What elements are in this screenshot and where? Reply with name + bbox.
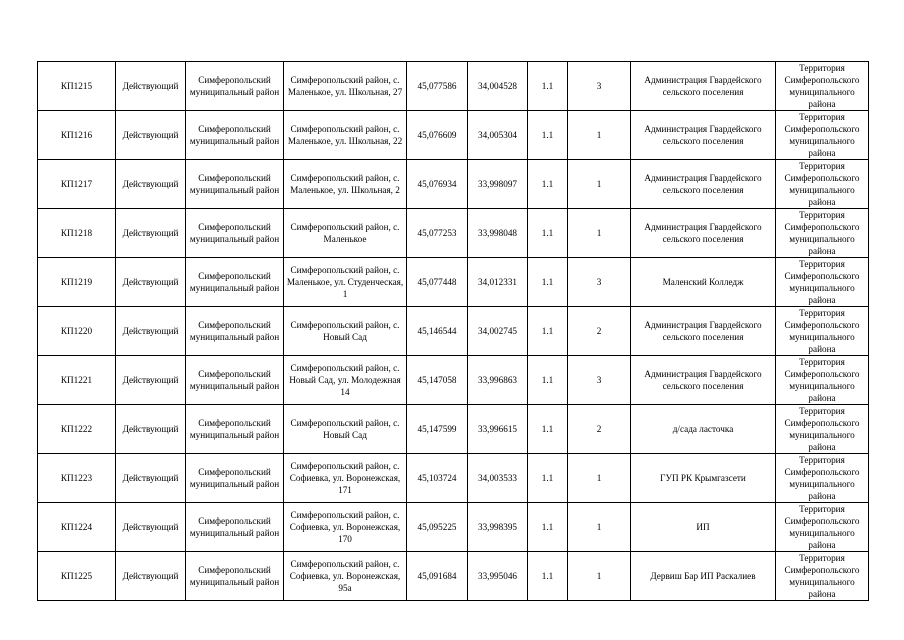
territory-cell: Территория Симферопольского муниципального района xyxy=(776,356,869,405)
table-row xyxy=(38,552,869,601)
address-cell: Симферопольский район, с. Софиевка, ул. Воронежская, 171 xyxy=(284,454,407,503)
address-cell: Симферопольский район, с. Новый Сад, ул. Молодежная 14 xyxy=(284,356,407,405)
container-count-cell: 1 xyxy=(568,503,631,552)
longitude-cell: 34,012331 xyxy=(468,258,528,307)
container-type-cell: 1.1 xyxy=(528,405,568,454)
site-id-cell: КП1222 xyxy=(38,405,116,454)
table-row xyxy=(38,307,869,356)
table-row xyxy=(38,160,869,209)
status-cell: Действующий xyxy=(116,160,186,209)
status-cell: Действующий xyxy=(116,405,186,454)
owner-cell: Администрация Гвардейского сельского поселения xyxy=(631,356,776,405)
owner-cell: Администрация Гвардейского сельского поселения xyxy=(631,209,776,258)
longitude-cell: 33,996863 xyxy=(468,356,528,405)
status-cell: Действующий xyxy=(116,62,186,111)
address-cell: Симферопольский район, с. Софиевка, ул. Воронежская, 95а xyxy=(284,552,407,601)
container-count-cell: 1 xyxy=(568,454,631,503)
address-cell: Симферопольский район, с. Новый Сад xyxy=(284,405,407,454)
latitude-cell: 45,103724 xyxy=(407,454,468,503)
container-type-cell: 1.1 xyxy=(528,503,568,552)
owner-cell: ИП xyxy=(631,503,776,552)
district-cell: Симферопольский муниципальный район xyxy=(186,160,284,209)
district-cell: Симферопольский муниципальный район xyxy=(186,62,284,111)
site-id-cell: КП1218 xyxy=(38,209,116,258)
table-row xyxy=(38,503,869,552)
latitude-cell: 45,076609 xyxy=(407,111,468,160)
status-cell: Действующий xyxy=(116,307,186,356)
latitude-cell: 45,091684 xyxy=(407,552,468,601)
container-count-cell: 3 xyxy=(568,258,631,307)
table-row xyxy=(38,209,869,258)
container-type-cell: 1.1 xyxy=(528,160,568,209)
district-cell: Симферопольский муниципальный район xyxy=(186,552,284,601)
longitude-cell: 33,996615 xyxy=(468,405,528,454)
owner-cell: Маленский Колледж xyxy=(631,258,776,307)
district-cell: Симферопольский муниципальный район xyxy=(186,356,284,405)
owner-cell: Администрация Гвардейского сельского поселения xyxy=(631,160,776,209)
table-row xyxy=(38,356,869,405)
district-cell: Симферопольский муниципальный район xyxy=(186,454,284,503)
latitude-cell: 45,147599 xyxy=(407,405,468,454)
latitude-cell: 45,147058 xyxy=(407,356,468,405)
status-cell: Действующий xyxy=(116,503,186,552)
district-cell: Симферопольский муниципальный район xyxy=(186,111,284,160)
site-id-cell: КП1225 xyxy=(38,552,116,601)
owner-cell: Администрация Гвардейского сельского поселения xyxy=(631,307,776,356)
owner-cell: Администрация Гвардейского сельского поселения xyxy=(631,111,776,160)
territory-cell: Территория Симферопольского муниципального района xyxy=(776,503,869,552)
container-type-cell: 1.1 xyxy=(528,258,568,307)
address-cell: Симферопольский район, с. Маленькое, ул. Школьная, 22 xyxy=(284,111,407,160)
site-id-cell: КП1219 xyxy=(38,258,116,307)
container-type-cell: 1.1 xyxy=(528,209,568,258)
status-cell: Действующий xyxy=(116,552,186,601)
longitude-cell: 33,998048 xyxy=(468,209,528,258)
site-id-cell: КП1216 xyxy=(38,111,116,160)
territory-cell: Территория Симферопольского муниципального района xyxy=(776,111,869,160)
container-count-cell: 2 xyxy=(568,307,631,356)
latitude-cell: 45,077586 xyxy=(407,62,468,111)
address-cell: Симферопольский район, с. Новый Сад xyxy=(284,307,407,356)
address-cell: Симферопольский район, с. Маленькое, ул. Студенческая, 1 xyxy=(284,258,407,307)
status-cell: Действующий xyxy=(116,356,186,405)
container-type-cell: 1.1 xyxy=(528,111,568,160)
container-type-cell: 1.1 xyxy=(528,356,568,405)
table-row xyxy=(38,111,869,160)
latitude-cell: 45,146544 xyxy=(407,307,468,356)
container-type-cell: 1.1 xyxy=(528,552,568,601)
address-cell: Симферопольский район, с. Маленькое xyxy=(284,209,407,258)
status-cell: Действующий xyxy=(116,111,186,160)
owner-cell: Администрация Гвардейского сельского поселения xyxy=(631,62,776,111)
territory-cell: Территория Симферопольского муниципального района xyxy=(776,160,869,209)
container-count-cell: 3 xyxy=(568,356,631,405)
district-cell: Симферопольский муниципальный район xyxy=(186,503,284,552)
territory-cell: Территория Симферопольского муниципального района xyxy=(776,209,869,258)
territory-cell: Территория Симферопольского муниципального района xyxy=(776,454,869,503)
table-row xyxy=(38,62,869,111)
container-count-cell: 1 xyxy=(568,209,631,258)
territory-cell: Территория Симферопольского муниципального района xyxy=(776,405,869,454)
table-body xyxy=(38,62,869,601)
address-cell: Симферопольский район, с. Софиевка, ул. Воронежская, 170 xyxy=(284,503,407,552)
table-row xyxy=(38,258,869,307)
longitude-cell: 34,002745 xyxy=(468,307,528,356)
longitude-cell: 34,003533 xyxy=(468,454,528,503)
address-cell: Симферопольский район, с. Маленькое, ул. Школьная, 2 xyxy=(284,160,407,209)
territory-cell: Территория Симферопольского муниципального района xyxy=(776,62,869,111)
longitude-cell: 33,998097 xyxy=(468,160,528,209)
latitude-cell: 45,077253 xyxy=(407,209,468,258)
container-count-cell: 1 xyxy=(568,160,631,209)
container-type-cell: 1.1 xyxy=(528,307,568,356)
latitude-cell: 45,095225 xyxy=(407,503,468,552)
district-cell: Симферопольский муниципальный район xyxy=(186,307,284,356)
site-id-cell: КП1215 xyxy=(38,62,116,111)
site-id-cell: КП1224 xyxy=(38,503,116,552)
site-id-cell: КП1223 xyxy=(38,454,116,503)
container-type-cell: 1.1 xyxy=(528,62,568,111)
address-cell: Симферопольский район, с. Маленькое, ул. Школьная, 27 xyxy=(284,62,407,111)
territory-cell: Территория Симферопольского муниципального района xyxy=(776,307,869,356)
longitude-cell: 33,995046 xyxy=(468,552,528,601)
territory-cell: Территория Симферопольского муниципального района xyxy=(776,552,869,601)
table-row xyxy=(38,454,869,503)
container-count-cell: 1 xyxy=(568,552,631,601)
site-id-cell: КП1221 xyxy=(38,356,116,405)
site-id-cell: КП1220 xyxy=(38,307,116,356)
latitude-cell: 45,077448 xyxy=(407,258,468,307)
container-count-cell: 1 xyxy=(568,111,631,160)
longitude-cell: 34,005304 xyxy=(468,111,528,160)
owner-cell: д/сада ласточка xyxy=(631,405,776,454)
district-cell: Симферопольский муниципальный район xyxy=(186,258,284,307)
owner-cell: Дервиш Бар ИП Раскалиев xyxy=(631,552,776,601)
container-type-cell: 1.1 xyxy=(528,454,568,503)
latitude-cell: 45,076934 xyxy=(407,160,468,209)
container-count-cell: 2 xyxy=(568,405,631,454)
container-count-cell: 3 xyxy=(568,62,631,111)
status-cell: Действующий xyxy=(116,209,186,258)
status-cell: Действующий xyxy=(116,454,186,503)
container-site-registry-table xyxy=(37,61,869,601)
longitude-cell: 34,004528 xyxy=(468,62,528,111)
site-id-cell: КП1217 xyxy=(38,160,116,209)
table-row xyxy=(38,405,869,454)
longitude-cell: 33,998395 xyxy=(468,503,528,552)
district-cell: Симферопольский муниципальный район xyxy=(186,405,284,454)
status-cell: Действующий xyxy=(116,258,186,307)
territory-cell: Территория Симферопольского муниципального района xyxy=(776,258,869,307)
district-cell: Симферопольский муниципальный район xyxy=(186,209,284,258)
owner-cell: ГУП РК Крымгазсети xyxy=(631,454,776,503)
